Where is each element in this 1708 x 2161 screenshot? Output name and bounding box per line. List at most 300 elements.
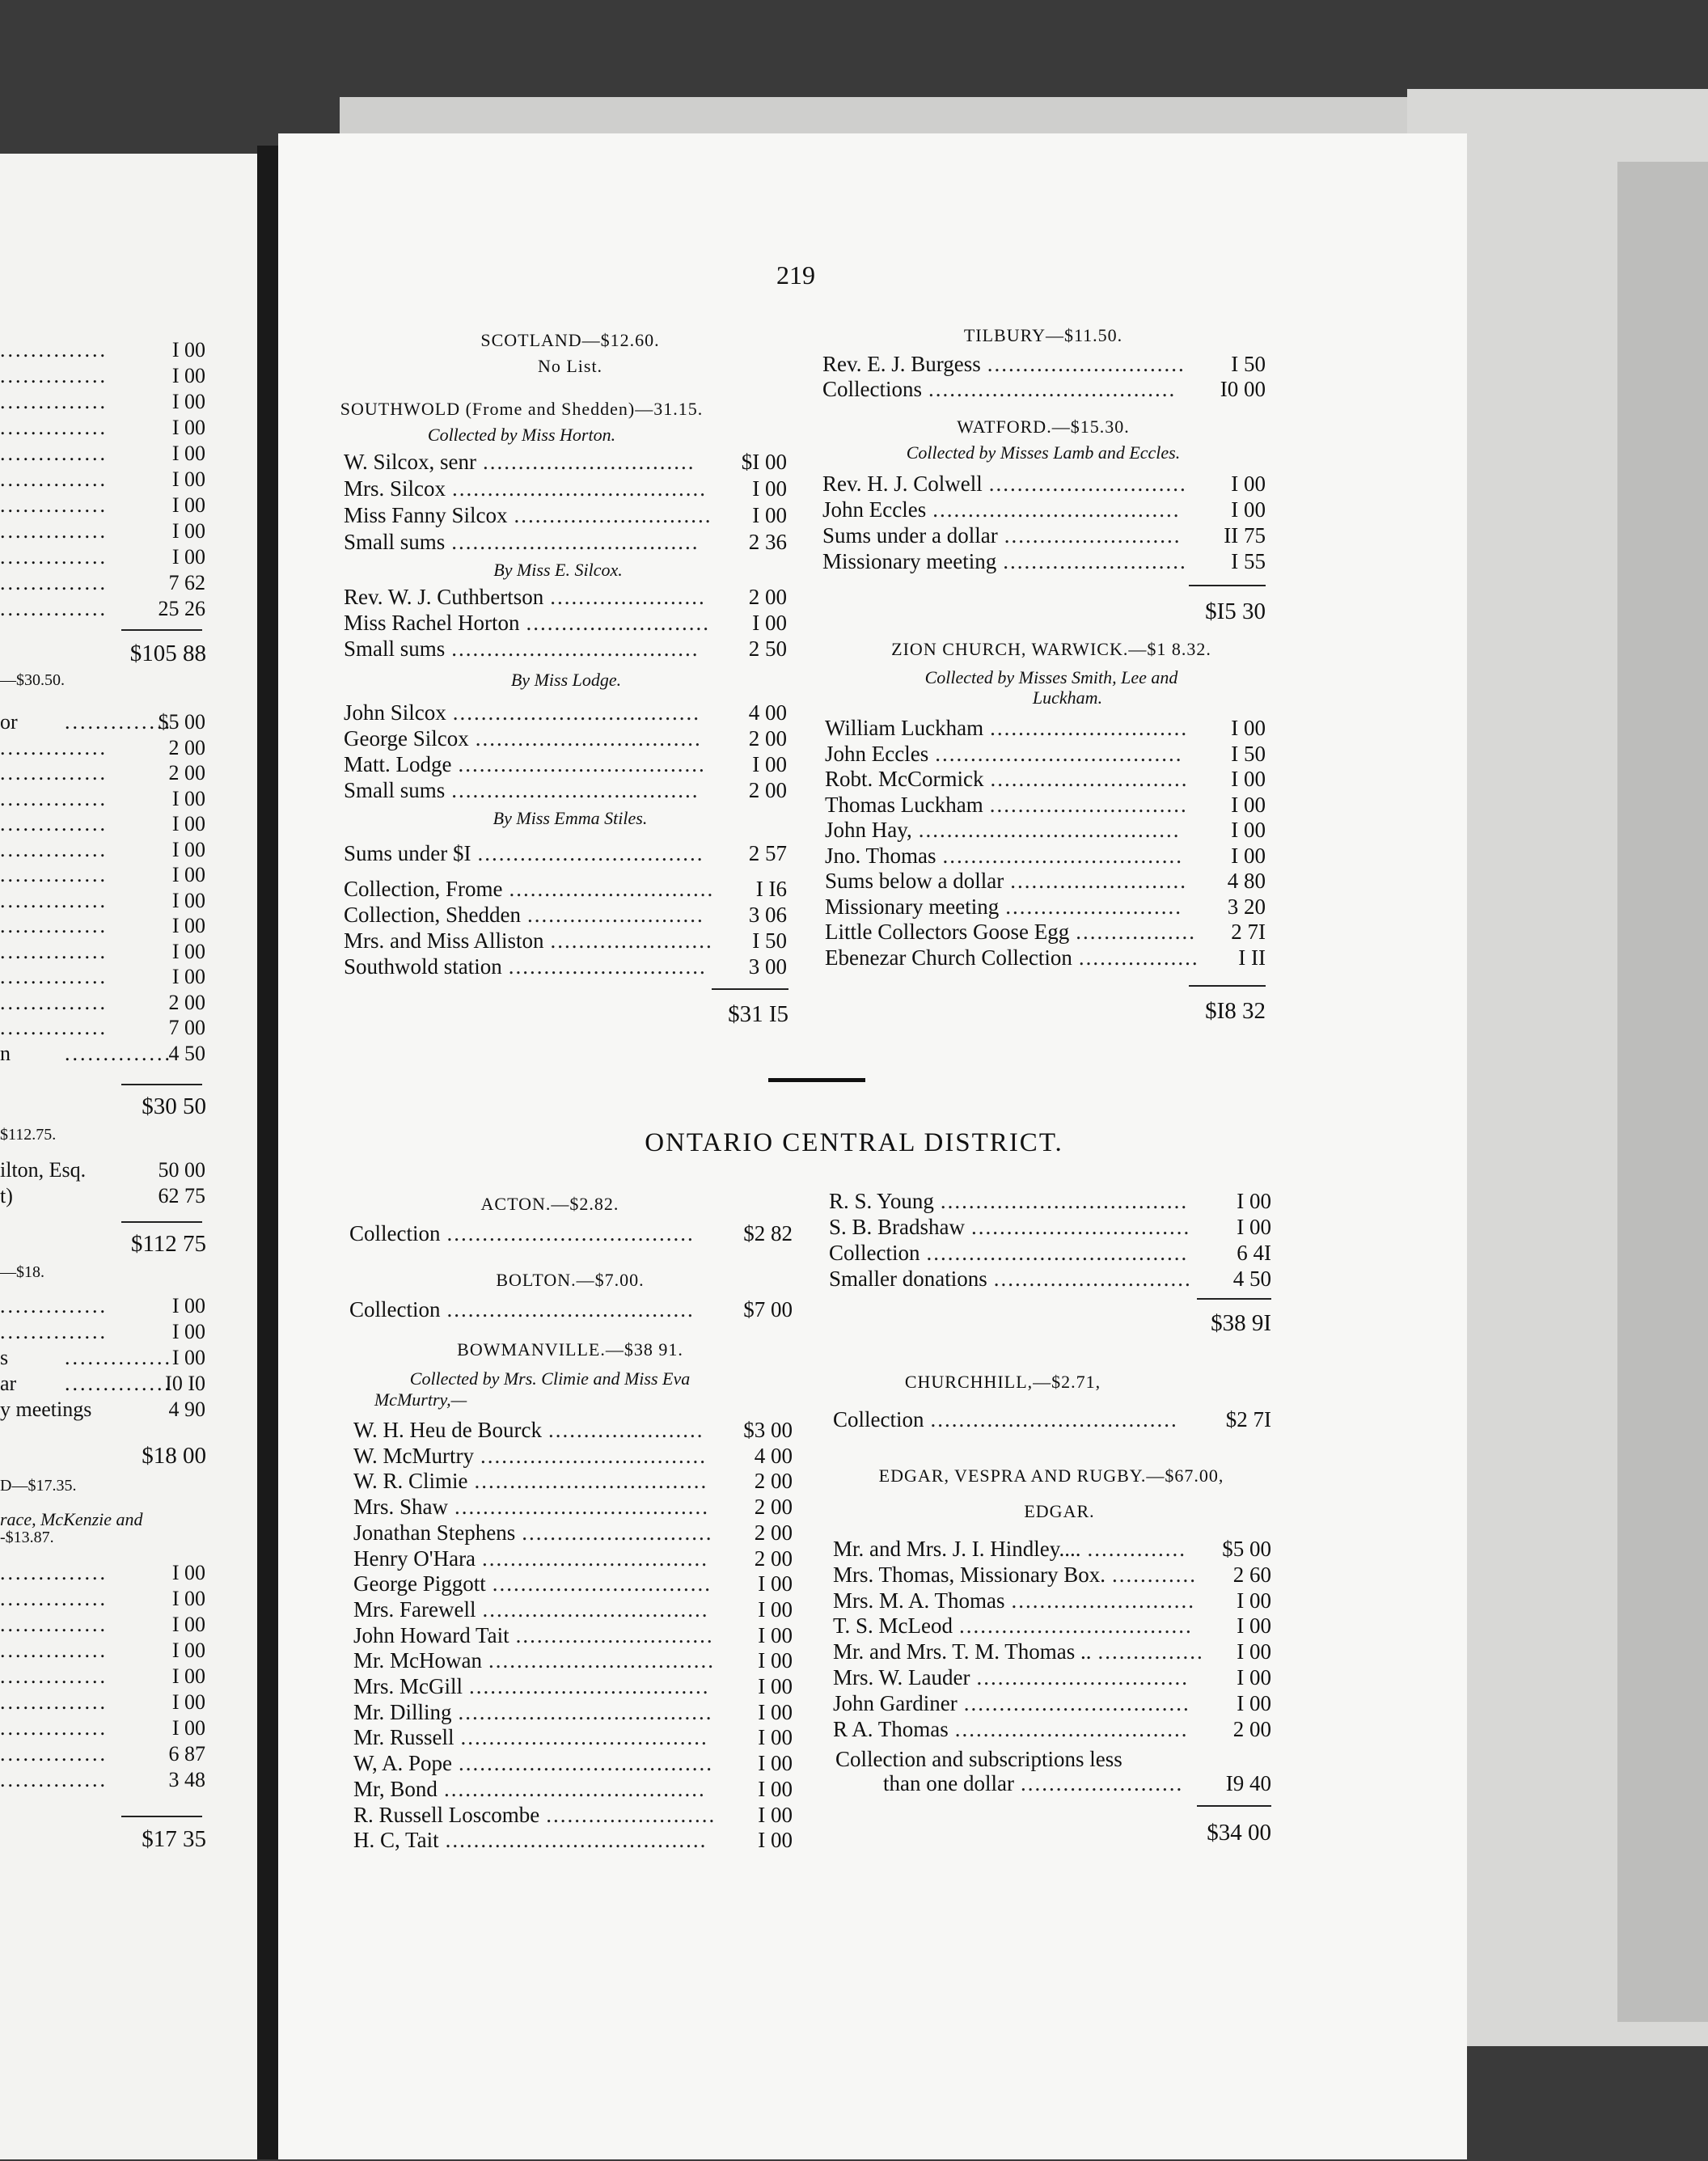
- left-entry-amount: I0 I0: [165, 1372, 205, 1395]
- southwold-name: Rev. W. J. Cuthbertson: [344, 585, 544, 609]
- edgar-name: John Gardiner: [833, 1690, 958, 1715]
- leader-dots: ...................................: [458, 752, 706, 776]
- leader-dots: ..............: [65, 1372, 172, 1395]
- leader-dots: ......................: [550, 585, 706, 609]
- left-entry-amount: I 00: [171, 1613, 205, 1636]
- edgar-amount: I 00: [1237, 1639, 1271, 1664]
- edgar-row: [833, 1665, 1271, 1691]
- leader-dots: ..............: [0, 597, 108, 620]
- leader-dots: .................: [1076, 920, 1196, 944]
- tilbury-name: Rev. E. J. Burgess: [822, 352, 981, 376]
- leader-dots: ..............: [0, 1716, 108, 1740]
- left-entry: [0, 519, 257, 545]
- southwold-collectors: By Miss Emma Stiles.: [493, 808, 648, 828]
- leader-dots: ..................................: [942, 843, 1184, 868]
- southwold-row: [344, 450, 787, 476]
- southwold-amount: I 00: [752, 752, 787, 776]
- section-divider: [768, 1078, 865, 1082]
- bowmanville-amount: I 00: [758, 1622, 793, 1647]
- southwold-row: [344, 877, 787, 903]
- leader-dots: ..............: [0, 1639, 108, 1662]
- leader-dots: ..............: [0, 863, 108, 886]
- southwold-name: John Silcox: [344, 700, 446, 725]
- leader-dots: ............................: [515, 1622, 714, 1647]
- bowmanville-amount: 2 00: [754, 1495, 793, 1520]
- left-entry: [0, 338, 257, 364]
- zion-row: [825, 742, 1266, 768]
- left-entry: [0, 991, 257, 1017]
- bowmanville-amount: I 00: [758, 1828, 793, 1853]
- zion-amount: I 00: [1231, 818, 1266, 842]
- leader-dots: ................................: [480, 1443, 707, 1468]
- leader-dots: ..............: [0, 1690, 108, 1714]
- left-entry: [0, 1587, 257, 1613]
- bowmanville-row: [353, 1546, 793, 1572]
- southwold-row: [344, 954, 787, 980]
- churchhill-title: CHURCHHILL,—$2.71,: [904, 1372, 1101, 1392]
- leader-dots: ..............: [0, 390, 108, 413]
- leader-dots: ...................................: [935, 741, 1183, 766]
- edgar-name: Mr. and Mrs. T. M. Thomas ..: [833, 1639, 1092, 1664]
- left-header: —$30.50.: [0, 671, 65, 689]
- southwold-amount: I 00: [752, 503, 787, 527]
- scotland-title: SCOTLAND—$12.60.: [480, 330, 660, 350]
- bowmanville-name: W. H. Heu de Bourck: [353, 1418, 542, 1442]
- left-entry: [0, 597, 257, 623]
- watford-row: [822, 472, 1266, 497]
- zion-name: Ebenezar Church Collection: [825, 945, 1072, 970]
- left-entry: [0, 493, 257, 519]
- bowmanville-name: Collection: [829, 1241, 920, 1265]
- left-entry-amount: 25 26: [158, 597, 205, 620]
- southwold-row: [344, 476, 787, 502]
- southwold-amount: 2 00: [748, 726, 787, 751]
- leader-dots: ..............: [0, 837, 108, 861]
- zion-collectors: Luckham.: [1032, 687, 1103, 708]
- leader-dots: ..............: [0, 812, 108, 835]
- left-entry-amount: I 00: [171, 914, 205, 937]
- leader-dots: ..................................: [469, 1674, 710, 1698]
- southwold-amount: I 00: [752, 611, 787, 635]
- left-subheader: race, McKenzie and: [0, 1509, 143, 1529]
- leader-dots: ............................: [987, 352, 1186, 376]
- southwold-amount: 3 06: [748, 903, 787, 927]
- left-entry-amount: I 00: [171, 888, 205, 912]
- left-entry-amount: I 00: [171, 786, 205, 810]
- left-entry: [0, 1613, 257, 1639]
- southwold-name: Miss Fanny Silcox: [344, 503, 508, 527]
- southwold-title: SOUTHWOLD (Frome and Shedden)—31.15.: [340, 399, 704, 419]
- bowmanville-amount: I 00: [758, 1802, 793, 1827]
- bowmanville-row: [829, 1189, 1271, 1215]
- southwold-row: [344, 636, 787, 662]
- leader-dots: .....................................: [443, 1776, 706, 1801]
- left-entry: [0, 965, 257, 991]
- bowmanville-row: [829, 1267, 1271, 1292]
- leader-dots: ................................: [482, 1546, 709, 1571]
- left-entry-amount: I 00: [171, 364, 205, 387]
- zion-name: Sums below a dollar: [825, 869, 1004, 893]
- left-entry: [0, 1742, 257, 1768]
- watford-row: [822, 549, 1266, 575]
- edgar-row: [833, 1717, 1271, 1743]
- zion-amount: 2 7I: [1231, 920, 1266, 944]
- leader-dots: ..............: [0, 965, 108, 988]
- scotland-subtitle: No List.: [537, 356, 603, 376]
- southwold-row: [344, 530, 787, 556]
- left-entry-amount: 4 90: [168, 1398, 205, 1421]
- bowmanville-name: Mrs. McGill: [353, 1674, 463, 1698]
- zion-amount: I 00: [1231, 716, 1266, 740]
- leader-dots: ................................: [488, 1648, 715, 1673]
- leader-dots: ...................................: [451, 530, 700, 554]
- southwold-row: [344, 585, 787, 611]
- left-entry: [0, 1768, 257, 1794]
- southwold-amount: 2 50: [748, 636, 787, 661]
- churchhill-row: [833, 1407, 1271, 1433]
- left-entry-amount: 7 00: [168, 1016, 205, 1039]
- leader-dots: ...............................: [492, 1571, 712, 1596]
- page-number: 219: [776, 260, 815, 290]
- leader-dots: ..............: [0, 761, 108, 784]
- left-entry: [0, 467, 257, 493]
- edgar-name: T. S. McLeod: [833, 1613, 953, 1639]
- bowmanville-amount: I 00: [758, 1648, 793, 1673]
- leader-dots: .................: [1078, 945, 1199, 970]
- zion-amount: I 00: [1231, 792, 1266, 817]
- watford-amount: I 00: [1231, 472, 1266, 496]
- bowmanville-row: [353, 1444, 793, 1470]
- watford-title: WATFORD.—$15.30.: [957, 417, 1130, 437]
- left-entry-amount: 7 62: [168, 571, 205, 594]
- tilbury-title: TILBURY—$11.50.: [963, 325, 1123, 345]
- edgar-row: [833, 1691, 1271, 1717]
- leader-dots: ............................: [993, 1267, 1192, 1291]
- bowmanville-name: Mr, Bond: [353, 1776, 438, 1801]
- edgar-amount: I 00: [1237, 1665, 1271, 1689]
- left-entry: [0, 1664, 257, 1690]
- bowmanville-total: $38 9I: [1211, 1310, 1271, 1336]
- leader-dots: ...........................: [522, 1520, 713, 1545]
- edgar-amount: I9 40: [1225, 1771, 1271, 1795]
- bowmanville-row: [353, 1803, 793, 1829]
- leader-dots: .....................................: [445, 1828, 708, 1853]
- leader-dots: ....................................: [454, 1495, 710, 1520]
- edgar-total: $34 00: [1207, 1820, 1271, 1846]
- zion-amount: I 00: [1231, 843, 1266, 868]
- southwold-name: Sums under $I: [344, 841, 471, 865]
- zion-row: [825, 844, 1266, 869]
- leader-dots: .........................: [1005, 894, 1182, 919]
- edgar-name: Mr. and Mrs. J. I. Hindley....: [833, 1537, 1081, 1561]
- left-rule: [121, 629, 202, 631]
- left-subheader: -$13.87.: [0, 1529, 54, 1546]
- bowmanville-collectors: McMurtry,—: [374, 1389, 467, 1410]
- leader-dots: ...................................: [460, 1725, 708, 1750]
- edgar-total-rule: [1197, 1805, 1271, 1807]
- leader-dots: ....................................: [459, 1751, 714, 1776]
- southwold-amount: 2 36: [748, 530, 787, 554]
- left-entry-amount: I 00: [171, 1690, 205, 1714]
- zion-row: [825, 894, 1266, 920]
- leader-dots: ...................................: [928, 377, 1177, 401]
- left-entry-amount: I 00: [171, 442, 205, 465]
- edgar-name: Mrs. W. Lauder: [833, 1665, 970, 1689]
- edgar-row: [833, 1537, 1271, 1563]
- leader-dots: ...................................: [446, 1221, 695, 1245]
- leader-dots: ..............: [0, 1768, 108, 1791]
- bowmanville-name: W, A. Pope: [353, 1751, 453, 1776]
- leader-dots: ...................................: [451, 778, 700, 802]
- leader-dots: ..............: [0, 545, 108, 569]
- left-entry: [0, 1372, 257, 1398]
- left-header: —$18.: [0, 1263, 44, 1281]
- bowmanville-row: [353, 1520, 793, 1546]
- bowmanville-row: [353, 1700, 793, 1726]
- leader-dots: ...................................: [452, 700, 701, 725]
- left-entry-amount: 3 48: [168, 1768, 205, 1791]
- bowmanville-row: [353, 1777, 793, 1803]
- bowmanville-amount: 2 00: [754, 1546, 793, 1571]
- tilbury-row: [822, 377, 1266, 403]
- left-total: $112 75: [130, 1231, 206, 1257]
- left-entry-amount: I 00: [171, 1294, 205, 1317]
- leader-dots: ............................: [990, 767, 1189, 791]
- bowmanville-amount: 6 4I: [1237, 1241, 1271, 1265]
- tilbury-name: Collections: [822, 377, 922, 401]
- leader-dots: ..............................: [483, 450, 695, 474]
- watford-name: Missionary meeting: [822, 549, 997, 573]
- bowmanville-amount: 2 00: [754, 1520, 793, 1545]
- watford-amount: II 75: [1224, 523, 1266, 548]
- left-entry-amount: 2 00: [168, 990, 205, 1014]
- left-total: $17 35: [142, 1826, 206, 1852]
- bowmanville-name: John Howard Tait: [353, 1622, 509, 1647]
- left-entry-label: ilton, Esq.: [0, 1158, 87, 1182]
- southwold-name: Miss Rachel Horton: [344, 611, 520, 635]
- left-entry: [0, 1690, 257, 1716]
- watford-total-rule: [1189, 585, 1266, 586]
- leader-dots: ..............: [0, 416, 108, 439]
- leader-dots: ............................: [989, 792, 1188, 817]
- edgar-amount: 2 60: [1232, 1562, 1271, 1587]
- bowmanville-name: W. R. Climie: [353, 1469, 468, 1494]
- southwold-row: [344, 903, 787, 928]
- left-entry: [0, 1042, 257, 1068]
- leader-dots: .........................: [1010, 869, 1187, 893]
- left-entry-amount: I 00: [171, 467, 205, 491]
- southwold-amount: I 50: [752, 928, 787, 953]
- left-entry-label: or: [0, 710, 18, 734]
- left-total: $30 50: [142, 1093, 206, 1119]
- bowmanville-row: [353, 1418, 793, 1444]
- left-entry-amount: $5 00: [158, 710, 205, 734]
- zion-name: John Eccles: [825, 741, 929, 766]
- leader-dots: ..............: [0, 990, 108, 1014]
- bowmanville-name: George Piggott: [353, 1571, 486, 1596]
- edgar-amount: I 00: [1237, 1588, 1271, 1613]
- southwold-row: [344, 841, 787, 867]
- bowmanville-amount: I 00: [758, 1776, 793, 1801]
- left-entry: [0, 390, 257, 416]
- bowmanville-row: [353, 1469, 793, 1495]
- watford-name: Rev. H. J. Colwell: [822, 472, 983, 496]
- zion-name: Jno. Thomas: [825, 843, 936, 868]
- zion-row: [825, 716, 1266, 742]
- leader-dots: ..............: [0, 493, 108, 517]
- zion-amount: I 50: [1231, 741, 1266, 766]
- southwold-collectors: Collected by Miss Horton.: [427, 425, 616, 445]
- left-total: $18 00: [142, 1443, 206, 1469]
- leader-dots: ...................................: [930, 1407, 1178, 1432]
- leader-dots: ..............: [0, 1742, 108, 1766]
- left-entry: [0, 914, 257, 940]
- bowmanville-row: [353, 1495, 793, 1520]
- watford-collectors: Collected by Misses Lamb and Eccles.: [906, 442, 1181, 463]
- bolton-amount: $7 00: [743, 1297, 793, 1322]
- southwold-row: [344, 752, 787, 778]
- zion-row: [825, 793, 1266, 818]
- leader-dots: .....................................: [926, 1241, 1189, 1265]
- left-header: $112.75.: [0, 1126, 57, 1144]
- bowmanville-row: [353, 1571, 793, 1597]
- leader-dots: ..............: [0, 1561, 108, 1584]
- southwold-row: [344, 611, 787, 636]
- left-entry: [0, 863, 257, 889]
- leader-dots: ..............: [65, 1346, 172, 1369]
- zion-amount: I II: [1238, 945, 1266, 970]
- leader-dots: ..............: [0, 735, 108, 759]
- edgar-row: [833, 1639, 1271, 1665]
- leader-dots: ....................................: [458, 1699, 713, 1724]
- leader-dots: ............: [1112, 1562, 1198, 1587]
- zion-name: Robt. McCormick: [825, 767, 984, 791]
- zion-amount: 3 20: [1227, 894, 1266, 919]
- bowmanville-row: [353, 1828, 793, 1854]
- leader-dots: ..............: [0, 1664, 108, 1688]
- edgar-name: R A. Thomas: [833, 1716, 949, 1741]
- southwold-name: Small sums: [344, 530, 446, 554]
- southwold-name: George Silcox: [344, 726, 469, 751]
- bowmanville-name: R. S. Young: [829, 1189, 934, 1213]
- leader-dots: ..............: [0, 519, 108, 543]
- left-entry-label: t): [0, 1184, 13, 1207]
- edgar-amount: 2 00: [1232, 1716, 1271, 1741]
- southwold-name: Matt. Lodge: [344, 752, 452, 776]
- leader-dots: ..............: [0, 467, 108, 491]
- left-rule: [121, 1221, 202, 1223]
- zion-collectors: Collected by Misses Smith, Lee and: [924, 667, 1178, 687]
- leader-dots: ..............: [0, 888, 108, 912]
- left-rule: [121, 1816, 202, 1817]
- edgar-name: Mrs. M. A. Thomas: [833, 1588, 1005, 1613]
- leader-dots: ..............: [0, 939, 108, 963]
- left-entry: [0, 940, 257, 966]
- leader-dots: ..............: [0, 1613, 108, 1636]
- leader-dots: .................................: [958, 1613, 1193, 1639]
- bowmanville-name: H. C, Tait: [353, 1828, 439, 1853]
- zion-amount: I 00: [1231, 767, 1266, 791]
- left-entry-label: y meetings: [0, 1398, 92, 1421]
- left-entry-amount: 2 00: [168, 735, 205, 759]
- leader-dots: ............................: [508, 954, 707, 979]
- leader-dots: ............................: [514, 503, 712, 527]
- acton-row: [349, 1221, 793, 1247]
- zion-name: Little Collectors Goose Egg: [825, 920, 1070, 944]
- left-entry-amount: 2 00: [168, 761, 205, 784]
- left-entry: [0, 710, 257, 736]
- southwold-amount: 2 00: [748, 585, 787, 609]
- southwold-row: [344, 700, 787, 726]
- leader-dots: ..............: [65, 1041, 172, 1065]
- bowmanville-row: [829, 1215, 1271, 1241]
- left-entry-amount: 50 00: [158, 1158, 205, 1182]
- tilbury-amount: I0 00: [1220, 377, 1266, 401]
- southwold-amount: 4 00: [748, 700, 787, 725]
- leader-dots: ............................: [988, 472, 1187, 496]
- leader-dots: ..............: [0, 786, 108, 810]
- bowmanville-amount: I 00: [758, 1699, 793, 1724]
- bowmanville-total-rule: [1197, 1298, 1271, 1300]
- zion-name: John Hay,: [825, 818, 912, 842]
- bolton-name: Collection: [349, 1297, 441, 1322]
- left-entry-amount: 6 87: [168, 1742, 205, 1766]
- bowmanville-row: [353, 1751, 793, 1777]
- bowmanville-row: [353, 1623, 793, 1649]
- leader-dots: ...............: [1097, 1639, 1204, 1664]
- left-entry: [0, 1016, 257, 1042]
- leader-dots: ..............: [0, 338, 108, 362]
- bolton-row: [349, 1297, 793, 1323]
- left-entry-amount: I 00: [171, 837, 205, 861]
- bowmanville-name: Henry O'Hara: [353, 1546, 476, 1571]
- southwold-total: $31 I5: [728, 1001, 788, 1027]
- churchhill-name: Collection: [833, 1407, 924, 1432]
- zion-name: Missionary meeting: [825, 894, 1000, 919]
- left-entry-amount: I 00: [171, 338, 205, 362]
- left-entry-amount: I 00: [171, 1664, 205, 1688]
- southwold-amount: 3 00: [748, 954, 787, 979]
- zion-row: [825, 869, 1266, 894]
- left-entry: [0, 1294, 257, 1320]
- southwold-name: Mrs. Silcox: [344, 476, 446, 501]
- leader-dots: .......................: [1020, 1771, 1184, 1795]
- leader-dots: ..............: [0, 914, 108, 937]
- leader-dots: ..............: [0, 1587, 108, 1610]
- left-entry: [0, 1639, 257, 1664]
- southwold-row: [344, 928, 787, 954]
- watford-row: [822, 497, 1266, 523]
- leader-dots: ..............: [1087, 1537, 1186, 1561]
- leader-dots: ....................................: [452, 476, 708, 501]
- left-rule: [121, 1084, 202, 1085]
- edgar-amount: $5 00: [1222, 1537, 1271, 1561]
- southwold-row: [344, 503, 787, 529]
- bowmanville-row: [353, 1648, 793, 1674]
- southwold-amount: I 00: [752, 476, 787, 501]
- left-entry-amount: I 00: [171, 1587, 205, 1610]
- zion-name: William Luckham: [825, 716, 984, 740]
- southwold-name: Mrs. and Miss Alliston: [344, 928, 544, 953]
- bowmanville-name: Mrs. Farewell: [353, 1596, 476, 1622]
- southwold-name: Collection, Shedden: [344, 903, 521, 927]
- zion-row: [825, 920, 1266, 945]
- left-entry-amount: I 00: [171, 1639, 205, 1662]
- tilbury-row: [822, 352, 1266, 378]
- left-entry-amount: I 00: [171, 1561, 205, 1584]
- southwold-collectors: By Miss E. Silcox.: [493, 560, 623, 580]
- bowmanville-row: [353, 1725, 793, 1751]
